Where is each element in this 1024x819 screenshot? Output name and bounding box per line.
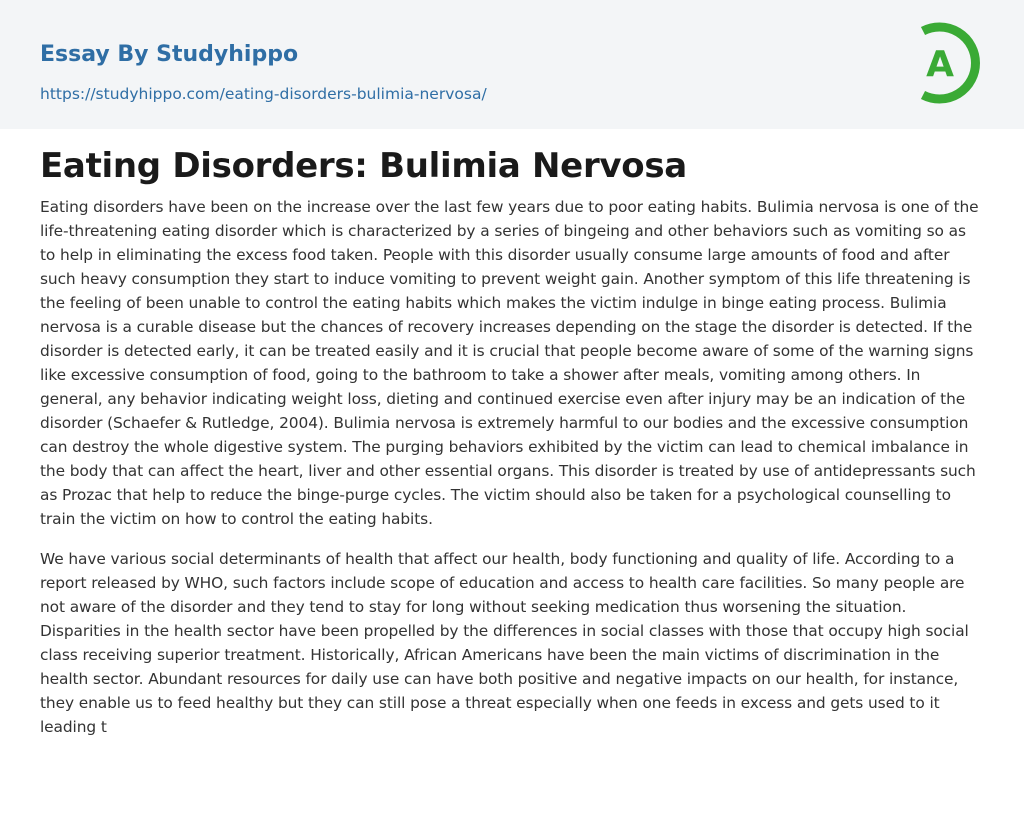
studyhippo-logo-icon[interactable]: [912, 20, 986, 106]
article-paragraph: We have various social determinants of health that affect our health, body functioning and quality of life. According to a report released by WHO, such factors include scope of education and access to health care facilities. So many people are not aware of the disorder and they tend to stay for long without seeking medication thus worsening the situation. Disparities in the health sector have been propelled by the differences in social classes with those that occupy high social class receiving superior treatment. Historically, African Americans have been the main victims of discrimination in the health sector. Abundant resources for daily use can have both positive and negative impacts on our health, for instance, they enable us to feed healthy but they can still pose a threat especially when one feeds in excess and gets used to it leading t: [40, 550, 969, 736]
essay-url-link[interactable]: https://studyhippo.com/eating-disorders-bulimia-nervosa/: [40, 85, 487, 103]
site-brand[interactable]: Essay By Studyhippo: [40, 42, 299, 67]
article-body: [40, 195, 984, 755]
article-paragraph: Eating disorders have been on the increase over the last few years due to poor eating habits. Bulimia nervosa is one of the life-threatening eating disorder which is characterized by a series of bingeing and other behaviors such as vomiting so as to help in eliminating the excess food taken. People with this disorder usually consume large amounts of food and after such heavy consumption they start to induce vomiting to prevent weight gain. Another symptom of this life threatening is the feeling of been unable to control the eating habits which makes the victim indulge in binge eating process. Bulimia nervosa is a curable disease but the chances of recovery increases depending on the stage the disorder is detected. If the disorder is detected early, it can be treated easily and it is crucial that people become aware of some of the warning signs like excessive consumption of food, going to the bathroom to take a shower after meals, vomiting among others. In general, any behavior indicating weight loss, dieting and continued exercise even after injury may be an indication of the disorder (Schaefer & Rutledge, 2004). Bulimia nervosa is extremely harmful to our bodies and the excessive consumption can destroy the whole digestive system. The purging behaviors exhibited by the victim can lead to chemical imbalance in the body that can affect the heart, liver and other essential organs. This disorder is treated by use of antidepressants such as Prozac that help to reduce the binge-purge cycles. The victim should also be taken for a psychological counselling to train the victim on how to control the eating habits.: [40, 198, 979, 528]
logo-letter: A: [926, 44, 954, 85]
article-title: Eating Disorders: Bulimia Nervosa: [40, 146, 687, 186]
